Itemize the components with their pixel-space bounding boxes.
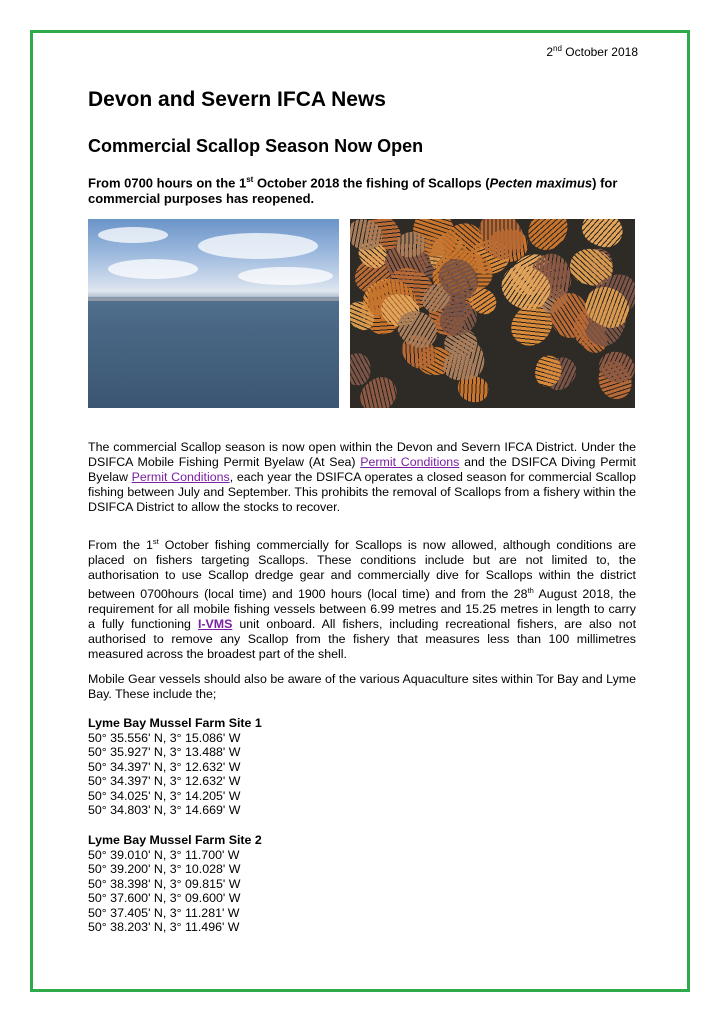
lead-paragraph: From 0700 hours on the 1st October 2018 the fishing of Scallops (Pecten maximus) for commercial purposes has reopened. (88, 175, 618, 207)
coordinate: 50° 38.398' N, 3° 09.815' W (88, 876, 241, 891)
coordinate: 50° 35.927' N, 3° 13.488' W (88, 745, 241, 760)
coordinate: 50° 34.803' N, 3° 14.669' W (88, 803, 241, 818)
article-headline: Commercial Scallop Season Now Open (88, 136, 424, 156)
site-2-title: Lyme Bay Mussel Farm Site 2 (88, 833, 262, 847)
coordinate: 50° 34.397' N, 3° 12.632' W (88, 759, 241, 774)
coordinate: 50° 34.397' N, 3° 12.632' W (88, 774, 241, 789)
scallop-shell (350, 354, 370, 386)
scallop-shell (523, 219, 575, 257)
site-1-title: Lyme Bay Mussel Farm Site 1 (88, 716, 262, 730)
coordinate: 50° 39.200' N, 3° 10.028' W (88, 862, 241, 877)
newsletter-title: Devon and Severn IFCA News (88, 88, 386, 111)
coordinate: 50° 38.203' N, 3° 11.496' W (88, 920, 240, 935)
scallops-photo (350, 219, 635, 408)
coordinate: 50° 34.025' N, 3° 14.205' W (88, 788, 241, 803)
coordinate: 50° 37.405' N, 3° 11.281' W (88, 905, 240, 920)
coordinate: 50° 35.556' N, 3° 15.086' W (88, 731, 241, 745)
sea-photo (88, 219, 339, 408)
ivms-link[interactable]: I-VMS (197, 617, 233, 632)
site-2-coordinates (88, 848, 240, 934)
coordinate: 50° 39.010' N, 3° 11.700' W (88, 848, 240, 862)
publication-date: 2nd October 2018 (546, 44, 638, 59)
season-paragraph: The commercial Scallop season is now open within the Devon and Severn IFCA District. Under the DSIFCA Mobile Fishing Permit Byelaw (At Sea) Permit Conditions and the DSIFCA Diving Permit Byelaw Permit Conditions, each year the DSIFCA operates a closed season for commercial Scallop fishing between July and September. This prohibits the removal of Scallops from a fishery within the DSIFCA District to allow the stocks to recover. (88, 440, 636, 514)
mobile-permit-conditions-link[interactable]: Permit Conditions (360, 455, 460, 469)
coordinate: 50° 37.600' N, 3° 09.600' W (88, 891, 241, 906)
site-1-coordinates (88, 731, 240, 817)
diving-permit-conditions-link[interactable]: Permit Conditions (131, 470, 230, 484)
aquaculture-paragraph: Mobile Gear vessels should also be aware of the various Aquaculture sites within Tor Bay and Lyme Bay. These include the; (88, 672, 636, 701)
conditions-paragraph: From the 1st October fishing commercially for Scallops is now allowed, although conditions are placed on fishers targeting Scallops. These conditions include but are not limited to, the authorisation to use Scallop dredge gear and commercially dive for Scallops within the district between 0700hours (local time) and 1900 hours (local time) and from the 28th August 2018, the requirement for all mobile fishing vessels between 6.99 metres and 15.25 metres in length to carry a fully functioning I-VMS unit onboard. All fishers, including recreational fishers, are also not authorised to remove any Scallop from the fishery that measures less than 100 millimetres measured across the broadest part of the shell. (88, 537, 637, 662)
